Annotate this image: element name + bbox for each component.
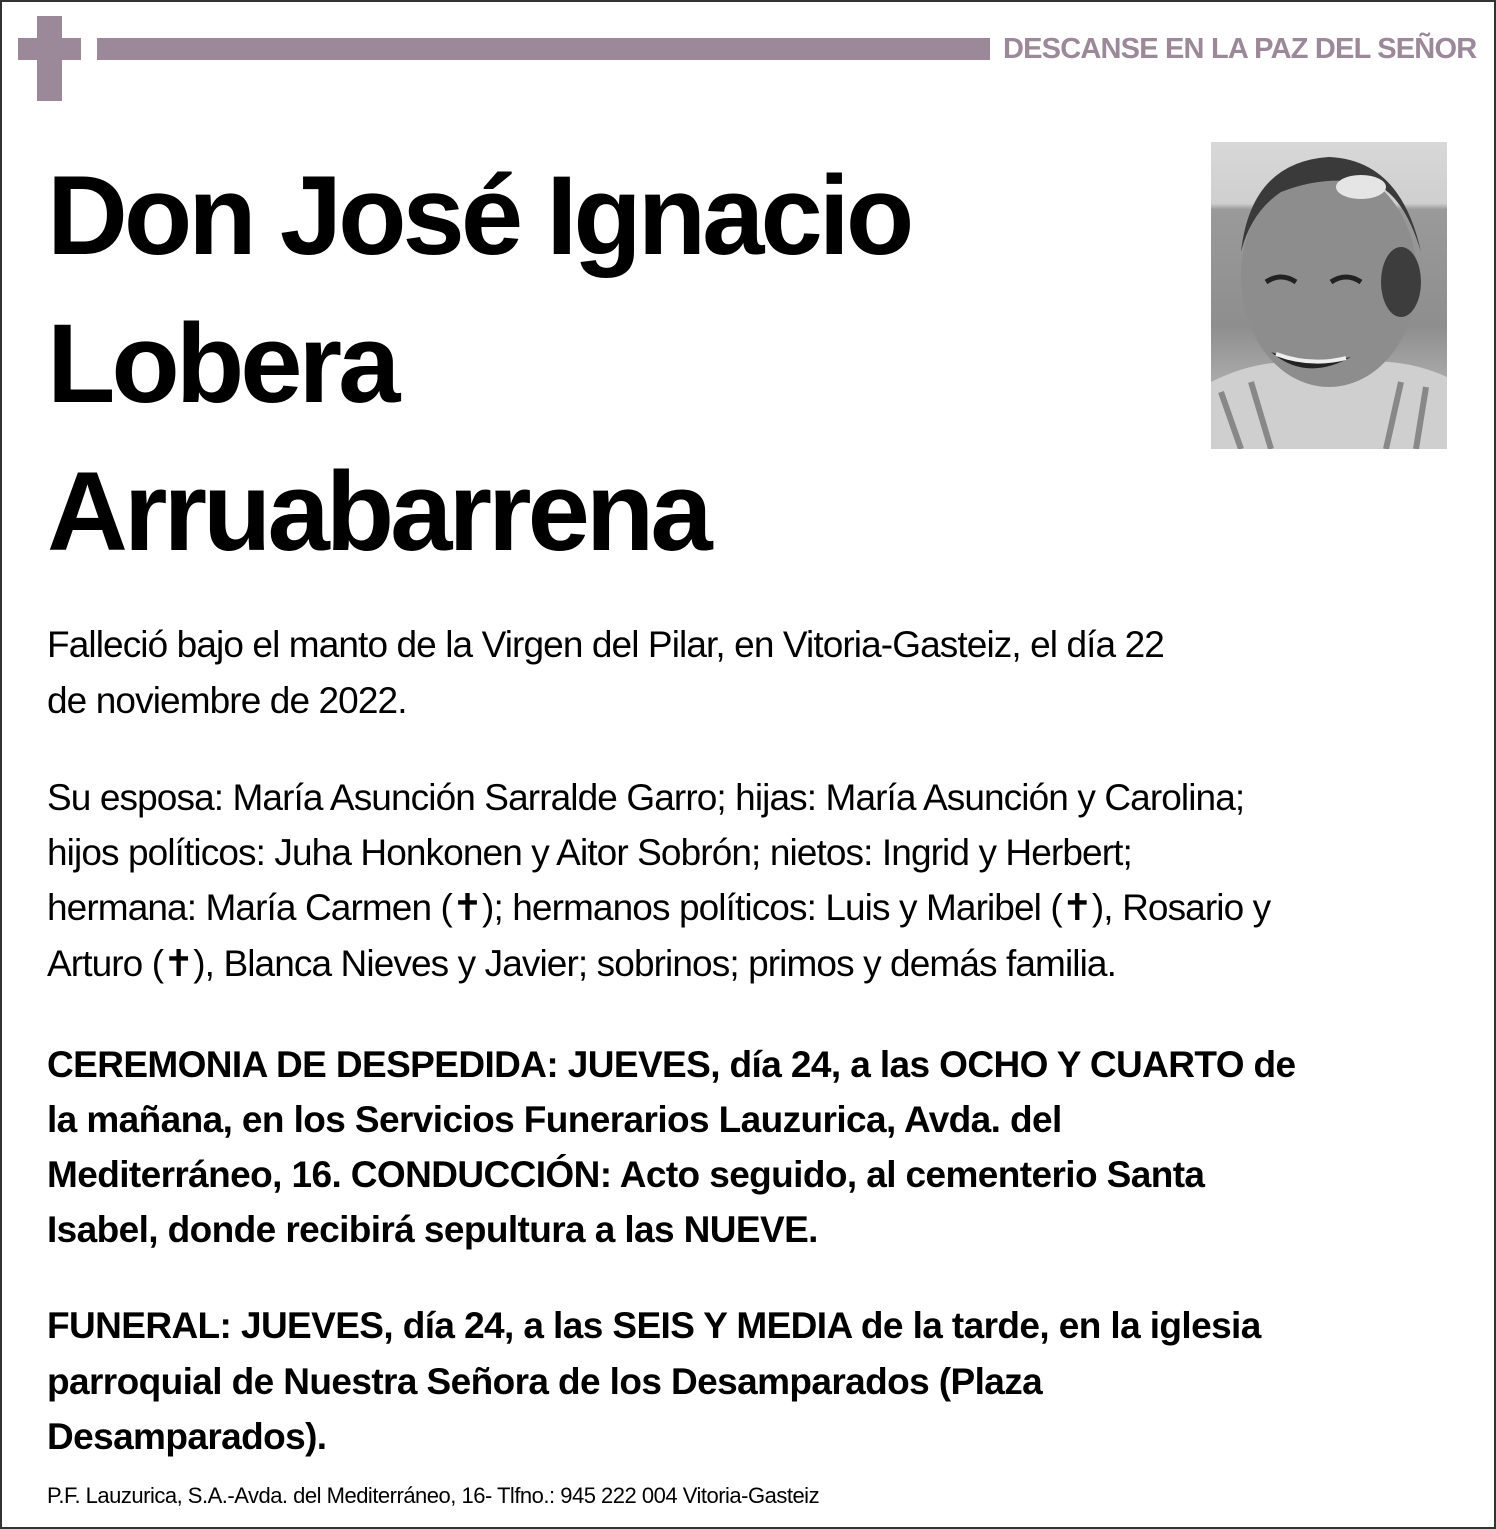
name-line: Don José Ignacio <box>47 153 911 278</box>
header-rule <box>97 38 990 60</box>
family-line: hijos políticos: Juha Honkonen y Aitor Sobrón; nietos: Ingrid y Herbert; <box>47 832 1132 873</box>
portrait-image <box>1211 142 1447 449</box>
deceased-name <box>47 142 910 586</box>
family-line: hermana: María Carmen (✝); hermanos políticos: Luis y Maribel (✝), Rosario y <box>47 887 1271 928</box>
ceremony-line: CEREMONIA DE DESPEDIDA: JUEVES, día 24, a las OCHO Y CUARTO de <box>47 1044 1296 1085</box>
death-notice-line: de noviembre de 2022. <box>47 680 407 721</box>
deceased-photo <box>1211 142 1447 449</box>
header-tagline: DESCANSE EN LA PAZ DEL SEÑOR <box>1003 33 1477 65</box>
funeral-line: Desamparados). <box>47 1416 327 1457</box>
funeral-line: FUNERAL: JUEVES, día 24, a las SEIS Y MEDIA de la tarde, en la iglesia <box>47 1305 1261 1346</box>
funeral-home-footer: P.F. Lauzurica, S.A.-Avda. del Mediterráneo, 16- Tlfno.: 945 222 004 Vitoria-Gasteiz <box>47 1483 820 1508</box>
family-line: Arturo (✝), Blanca Nieves y Javier; sobrinos; primos y demás familia. <box>47 943 1116 984</box>
family-line: Su esposa: María Asunción Sarralde Garro; hijas: María Asunción y Carolina; <box>47 777 1245 818</box>
name-line: Arruabarrena <box>47 449 709 574</box>
ceremony-line: Mediterráneo, 16. CONDUCCIÓN: Acto seguido, al cementerio Santa <box>47 1154 1205 1195</box>
ceremony-line: Isabel, donde recibirá sepultura a las NUEVE. <box>47 1209 818 1250</box>
funeral-line: parroquial de Nuestra Señora de los Desamparados (Plaza <box>47 1361 1043 1402</box>
cross-icon-horizontal <box>18 38 81 60</box>
death-notice-line: Falleció bajo el manto de la Virgen del Pilar, en Vitoria-Gasteiz, el día 22 <box>47 624 1164 665</box>
ceremony-line: la mañana, en los Servicios Funerarios Lauzurica, Avda. del <box>47 1099 1062 1140</box>
name-line: Lobera <box>47 301 397 426</box>
